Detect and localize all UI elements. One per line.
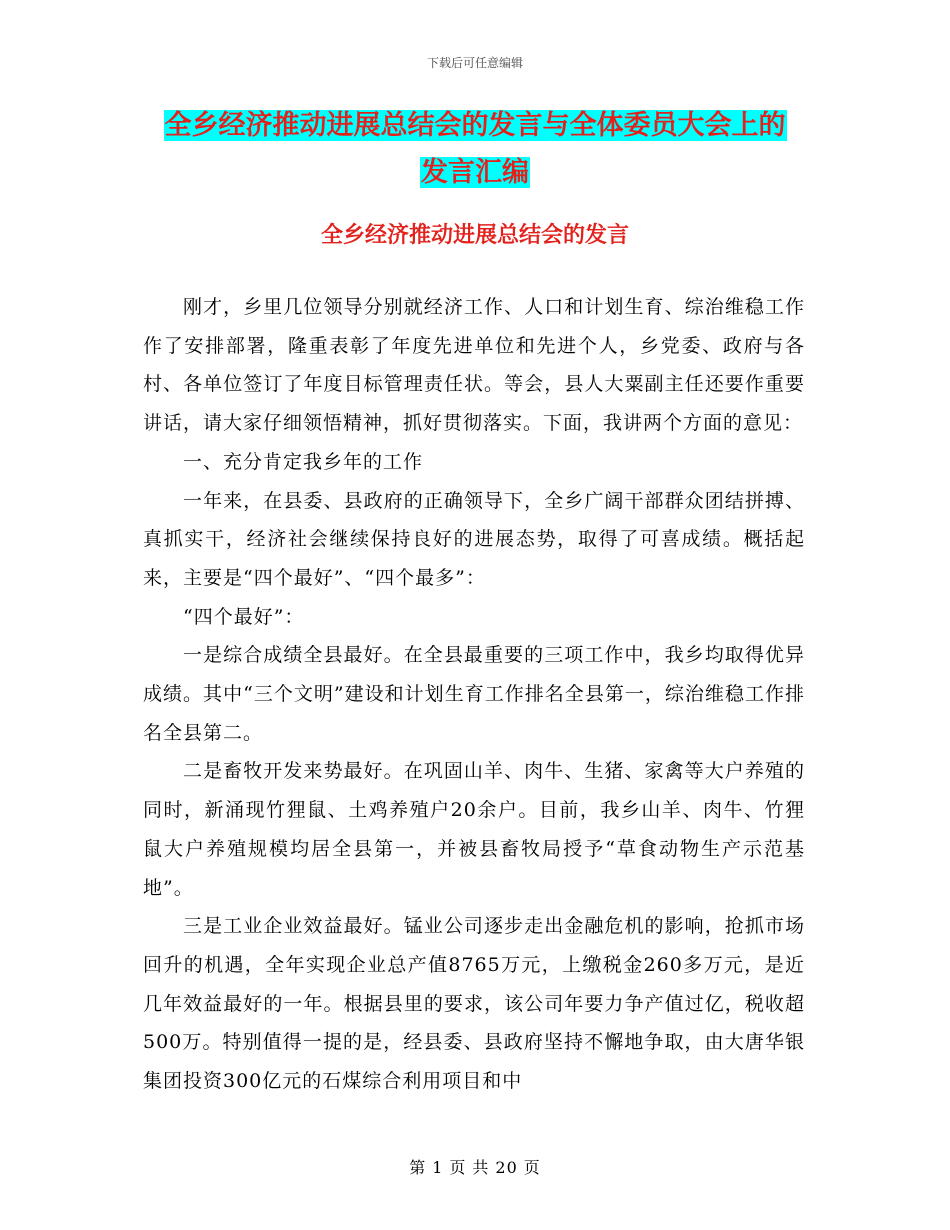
- main-title-line-2: [0, 153, 950, 193]
- section-subtitle: 全乡经济推动进展总结会的发言: [320, 222, 629, 248]
- paragraph: 一年来，在县委、县政府的正确领导下，全乡广阔干部群众团结拼搏、真抓实干，经济社会继续保持良好的进展态势，取得了可喜成绩。概括起来，主要是“四个最好”、“四个最多”：: [143, 489, 805, 589]
- footer-page-number: 1: [432, 1158, 444, 1177]
- page-footer: [0, 1155, 950, 1178]
- main-title-line-1: [0, 106, 950, 146]
- title-highlight-1: 全乡经济推动进展总结会的发言与全体委员大会上的: [164, 110, 786, 141]
- paragraph: 三是工业企业效益最好。锰业公司逐步走出金融危机的影响，抢抓市场回升的机遇，全年实现企业总产值8765万元，上缴税金260多万元，是近几年效益最好的一年。根据县里的要求，该公司年要力争产值过亿，税收超500万。特别值得一提的是，经县委、县政府坚持不懈地争取，由大唐华银集团投资300亿元的石煤综合利用项目和中: [143, 915, 805, 1093]
- paragraph: “四个最好”：: [183, 605, 305, 628]
- paragraph: 一是综合成绩全县最好。在全县最重要的三项工作中，我乡均取得优异成绩。其中“三个文明”建设和计划生育工作排名全县第一，综治维稳工作排名全县第二。: [143, 644, 805, 744]
- paragraph: 刚才，乡里几位领导分别就经济工作、人口和计划生育、综治维稳工作作了安排部署，隆重表彰了年度先进单位和先进个人，乡党委、政府与各村、各单位签订了年度目标管理责任状。等会，县人大粟副主任还要作重要讲话，请大家仔细领悟精神，抓好贯彻落实。下面，我讲两个方面的意见：: [143, 296, 805, 435]
- paragraph: 二是畜牧开发来势最好。在巩固山羊、肉牛、生猪、家禽等大户养殖的同时，新涌现竹狸鼠、土鸡养殖户20余户。目前，我乡山羊、肉牛、竹狸鼠大户养殖规模均居全县第一，并被县畜牧局授予“草食动物生产示范基地”。: [143, 760, 805, 899]
- footer-label-unit-2: 页: [523, 1158, 541, 1177]
- footer-label-unit: 页: [449, 1158, 467, 1177]
- document-body: [143, 288, 805, 1101]
- title-highlight-2: 发言汇编: [421, 157, 529, 188]
- header-note: 下载后可任意编辑: [426, 56, 523, 70]
- footer-label-total: 共: [472, 1158, 490, 1177]
- paragraph: 一、充分肯定我乡年的工作: [183, 450, 424, 473]
- footer-label-page: 第: [409, 1158, 427, 1177]
- footer-total-pages: 20: [495, 1158, 518, 1177]
